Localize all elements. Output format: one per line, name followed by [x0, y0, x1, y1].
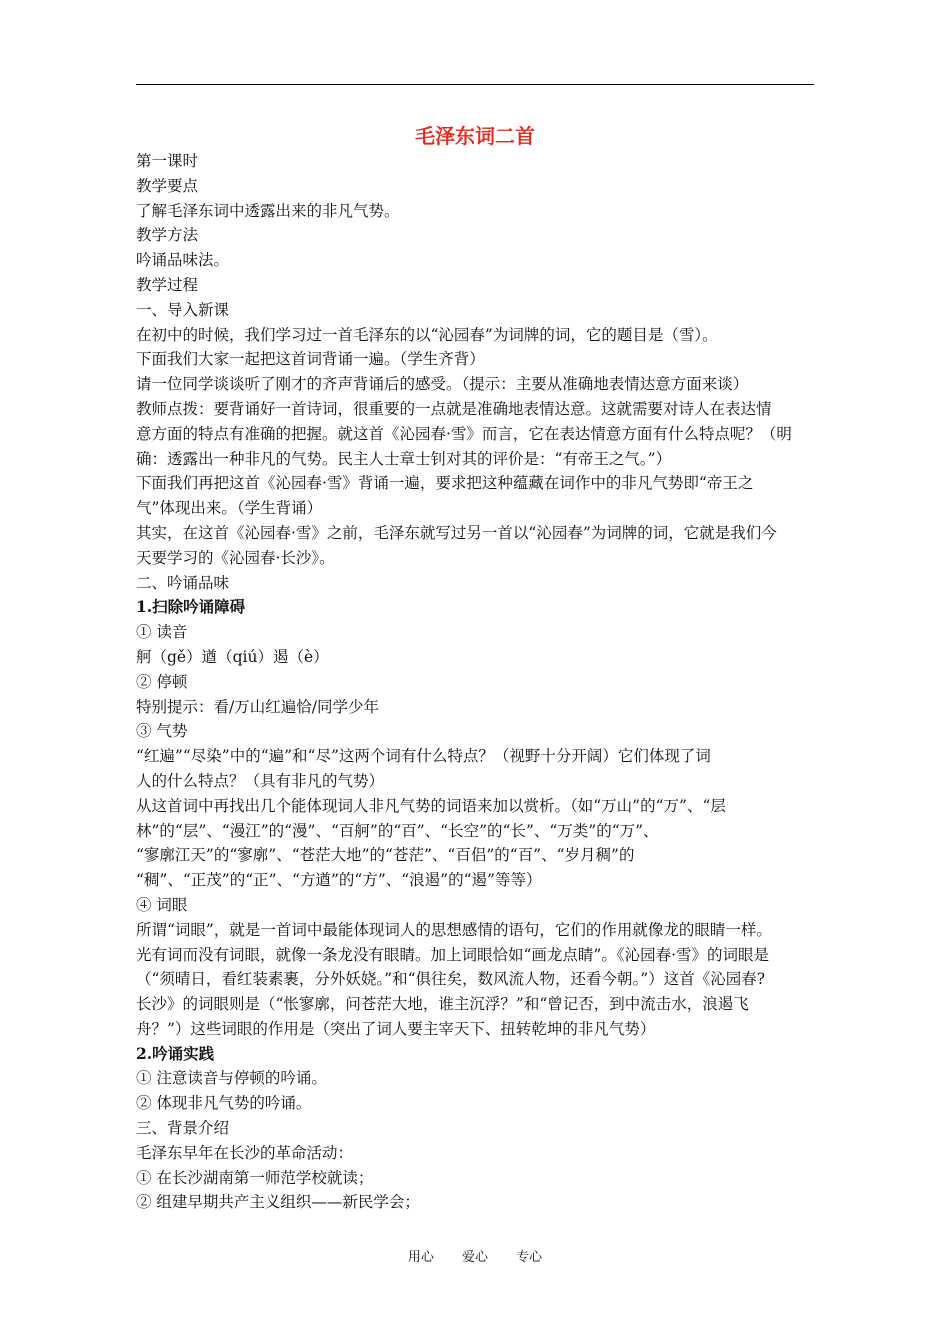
text-line: 意方面的特点有准确的把握。就这首《沁园春·雪》而言，它在表达情意方面有什么特点呢？（明 [136, 424, 792, 443]
text-line: ② 停顿 [136, 672, 188, 691]
section-heading: 一、导入新课 [136, 300, 230, 319]
section-heading: 二、吟诵品味 [136, 573, 230, 592]
text-line: 特别提示：看/万山红遍恰/同学少年 [136, 697, 379, 716]
text-line: ② 体现非凡气势的吟诵。 [136, 1094, 312, 1113]
text-line: 舸（gě）遒（qiú）遏（è） [136, 647, 329, 666]
text-line: 其实，在这首《沁园春·雪》之前，毛泽东就写过另一首以“沁园春”为词牌的词，它就是我们今 [136, 523, 777, 542]
text-line: 长沙》的词眼则是（“怅寥廓，问苍茫大地，谁主沉浮？”和“曾记否，到中流击水，浪遏飞 [136, 995, 749, 1014]
text-line: “稠”、“正茂”的“正”、“方遒”的“方”、“浪遏”的“遏”等等） [136, 871, 542, 890]
text-line: 光有词而没有词眼，就像一条龙没有眼睛。加上词眼恰如“画龙点睛”。《沁园春·雪》的词眼是 [136, 945, 770, 964]
subsection-heading: 2.吟诵实践 [136, 1043, 215, 1063]
page-footer [0, 1248, 950, 1268]
text-line: 舟？”）这些词眼的作用是（突出了词人要主宰天下、扭转乾坤的非凡气势） [136, 1019, 656, 1038]
document-title: 毛泽东词二首 [415, 124, 535, 148]
text-line: 在初中的时候，我们学习过一首毛泽东的以“沁园春”为词牌的词，它的题目是（雪）。 [136, 325, 718, 344]
text-line: 毛泽东早年在长沙的革命活动： [136, 1143, 354, 1162]
text-line: 请一位同学谈谈听了刚才的齐声背诵后的感受。（提示：主要从准确地表情达意方面来谈） [136, 375, 749, 394]
text-line: 从这首词中再找出几个能体现词人非凡气势的词语来加以赏析。（如“万山”的“万”、“层 [136, 796, 726, 815]
text-line: 教师点拨：要背诵好一首诗词，很重要的一点就是准确地表情达意。这就需要对诗人在表达情 [136, 399, 772, 418]
text-line: 教学要点 [136, 176, 199, 195]
text-line: 教学方法 [136, 226, 199, 245]
text-line: 人的什么特点？（具有非凡的气势） [136, 771, 385, 790]
text-line: 吟诵品味法。 [136, 251, 230, 270]
text-line: 了解毛泽东词中透露出来的非凡气势。 [136, 201, 400, 220]
text-line: ③ 气势 [136, 722, 188, 741]
text-line: “寥廓江天”的“寥廓”、“苍茫大地”的“苍茫”、“百侣”的“百”、“岁月稠”的 [136, 846, 635, 865]
footer-text: 专心 [516, 1250, 543, 1265]
header-rule [136, 84, 814, 85]
text-line: “红遍”“尽染”中的“遍”和“尽”这两个词有什么特点？（视野十分开阔）它们体现了词 [136, 747, 711, 766]
section-heading: 三、背景介绍 [136, 1119, 230, 1138]
text-line: 确：透露出一种非凡的气势。民主人士章士钊对其的评价是：“有帝王之气。”） [136, 449, 672, 468]
document-body [136, 149, 818, 1215]
text-line: ① 读音 [136, 623, 188, 642]
text-line: 气”体现出来。（学生背诵） [136, 499, 323, 518]
text-line: 教学过程 [136, 275, 199, 294]
subsection-heading: 1.扫除吟诵障碍 [136, 597, 246, 617]
text-line: 所谓“词眼”，就是一首词中最能体现词人的思想感情的语句，它们的作用就像龙的眼睛一样。 [136, 920, 772, 939]
text-line: ② 组建早期共产主义组织——新民学会； [136, 1193, 420, 1212]
text-line: ① 注意读音与停顿的吟诵。 [136, 1069, 327, 1088]
text-line: 下面我们大家一起把这首词背诵一遍。（学生齐背） [136, 350, 485, 369]
text-line: ① 在长沙湖南第一师范学校就读； [136, 1168, 374, 1187]
text-line: 第一课时 [136, 152, 199, 170]
text-line: 林”的“层”、“漫江”的“漫”、“百舸”的“百”、“长空”的“长”、“万类”的“万”、 [136, 821, 659, 840]
footer-text: 爱心 [461, 1250, 488, 1265]
text-line: ④ 词眼 [136, 895, 188, 914]
text-line: （“须晴日，看红装素裹，分外妖娆。”和“俱往矣，数风流人物，还看今朝。”）这首《沁园春? [136, 970, 766, 989]
text-line: 天要学习的《沁园春·长沙》。 [136, 548, 335, 567]
footer-text: 用心 [407, 1250, 434, 1265]
text-line: 下面我们再把这首《沁园春·雪》背诵一遍，要求把这种蕴藏在词作中的非凡气势即“帝王之 [136, 474, 754, 493]
